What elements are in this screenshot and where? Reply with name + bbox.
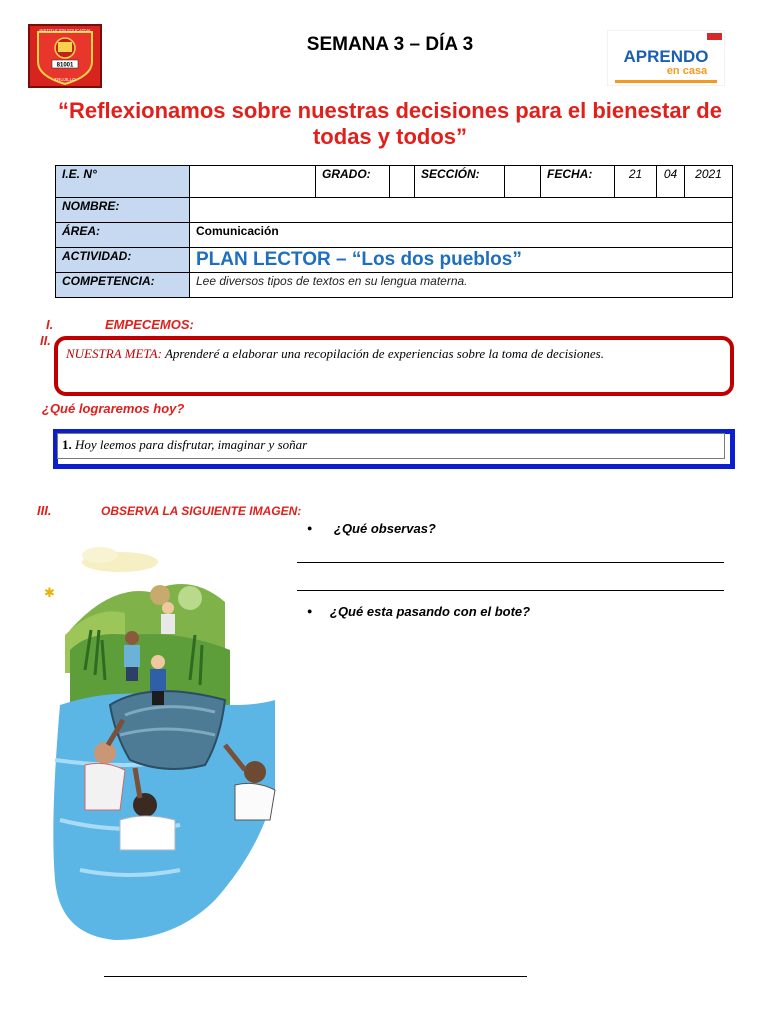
boat-illustration <box>40 540 280 955</box>
logo-number: 81001 <box>56 62 74 69</box>
fecha-label: FECHA: <box>541 166 615 198</box>
fecha-month: 04 <box>657 166 685 198</box>
logo-city: TRUJILLO <box>54 77 76 82</box>
area-value: Comunicación <box>190 223 733 248</box>
grado-label: GRADO: <box>316 166 390 198</box>
section-1-number: I. <box>46 317 54 332</box>
seccion-label: SECCIÓN: <box>415 166 505 198</box>
logo-top-text: INSTITUCION EDUCATIVA <box>39 28 91 33</box>
section-3-number: III. <box>37 503 52 518</box>
fecha-day: 21 <box>615 166 657 198</box>
nombre-value[interactable] <box>190 198 733 223</box>
answer-line-2[interactable] <box>297 590 724 591</box>
competencia-value: Lee diversos tipos de textos en su lengua materna. <box>190 273 733 298</box>
bullet-icon: ● <box>307 523 313 533</box>
objective-item <box>62 437 307 453</box>
sparkle-icon: ✱ <box>44 585 55 600</box>
aprendo-text: APRENDO <box>623 47 709 66</box>
ie-label: I.E. N° <box>56 166 190 198</box>
lograremos-question: ¿Qué lograremos hoy? <box>42 401 185 416</box>
goal-label: NUESTRA META: <box>66 346 162 361</box>
aprendo-en-casa-logo <box>607 30 725 86</box>
week-day-heading: SEMANA 3 – DÍA 3 <box>306 34 474 55</box>
answer-line-3[interactable] <box>104 976 527 977</box>
section-3-title: OBSERVA LA SIGUIENTE IMAGEN: <box>101 504 302 518</box>
seccion-value[interactable] <box>505 166 541 198</box>
nombre-label: NOMBRE: <box>56 198 190 223</box>
objective-text: Hoy leemos para disfrutar, imaginar y soñar <box>75 437 308 452</box>
page-title: “Reflexionamos sobre nuestras decisiones para el bienestar de todas y todos” <box>58 98 722 149</box>
en-casa-text: en casa <box>666 65 708 77</box>
competencia-label: COMPETENCIA: <box>56 273 190 298</box>
goal-description: Aprenderé a elaborar una recopilación de experiencias sobre la toma de decisiones. <box>164 346 604 361</box>
student-info-table <box>55 165 733 298</box>
section-2-number: II. <box>40 333 51 348</box>
ie-value[interactable] <box>190 166 316 198</box>
area-label: ÁREA: <box>56 223 190 248</box>
school-logo <box>28 24 102 88</box>
actividad-label: ACTIVIDAD: <box>56 248 190 273</box>
goal-text <box>66 345 706 362</box>
section-1-title: EMPECEMOS: <box>105 317 194 332</box>
actividad-value: PLAN LECTOR – “Los dos pueblos” <box>190 248 733 273</box>
fecha-year: 2021 <box>685 166 733 198</box>
question-1: ¿Qué observas? <box>334 521 436 536</box>
answer-line-1[interactable] <box>297 562 724 563</box>
grado-value[interactable] <box>390 166 415 198</box>
bullet-icon: ● <box>307 606 313 616</box>
question-2: ¿Qué esta pasando con el bote? <box>330 604 531 619</box>
objective-number: 1. <box>62 437 72 452</box>
